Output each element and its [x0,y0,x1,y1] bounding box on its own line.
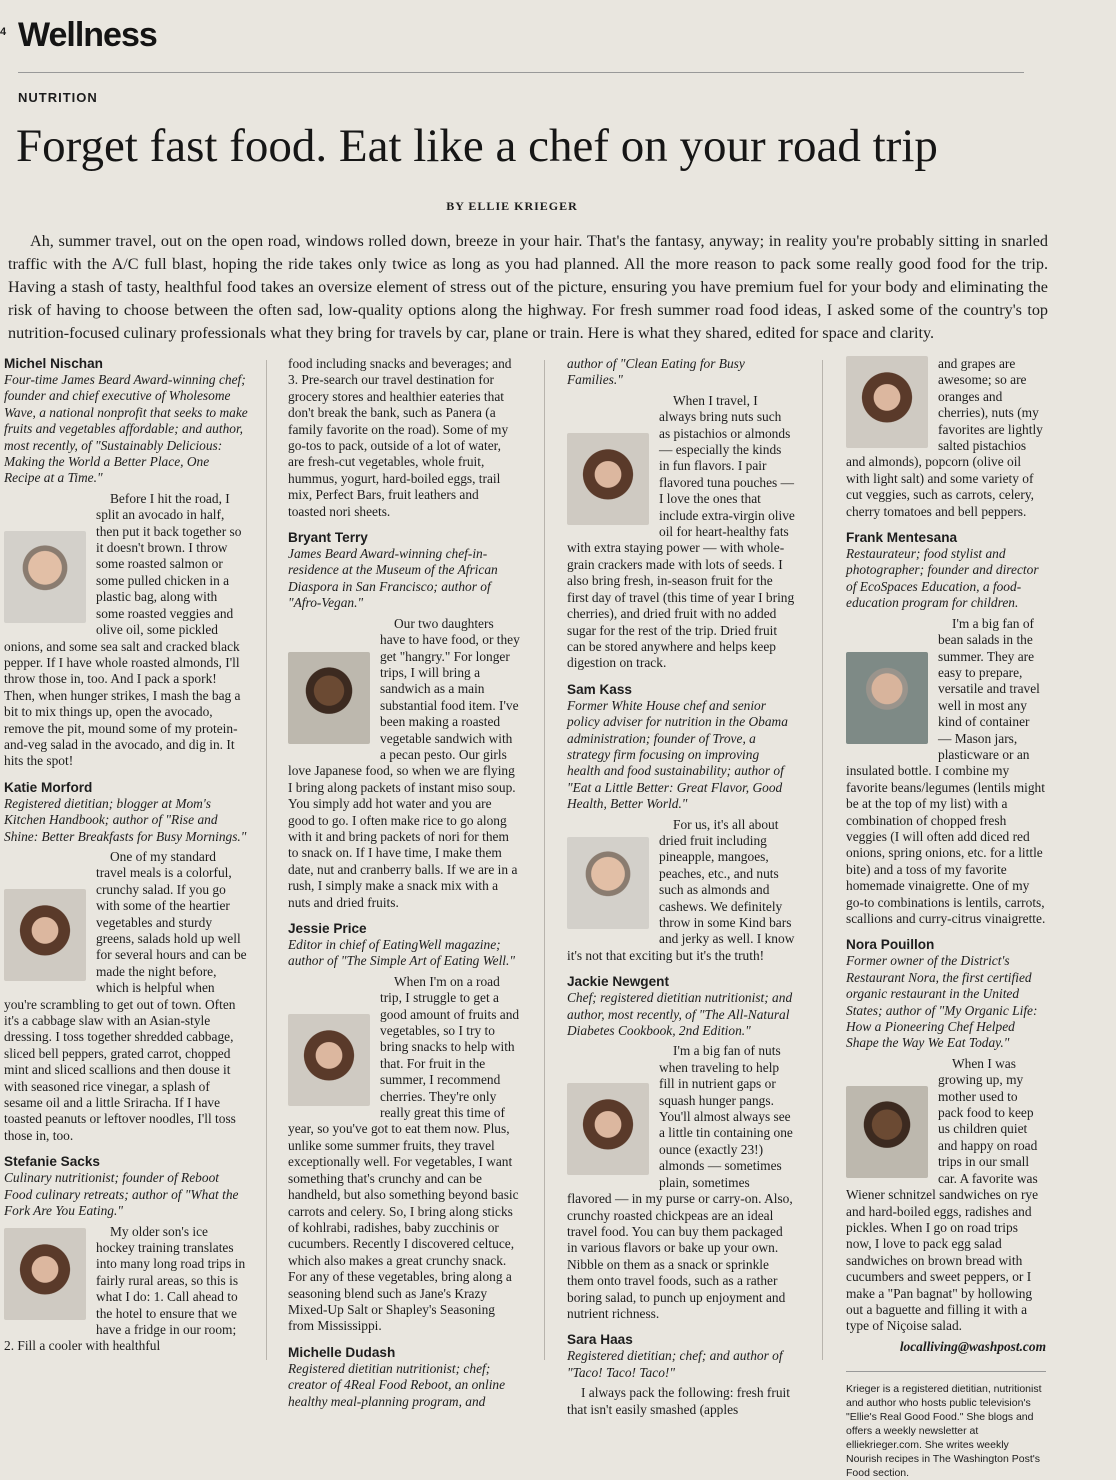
contributor-name: Bryant Terry [288,530,368,546]
contributor-name: Jessie Price [288,921,367,936]
intro-paragraph: Ah, summer travel, out on the open road, windows rolled down, breeze in your hair. That's the fantasy, anyway; in reality you're probably sitting in snarled traffic with the A/C full blast, hoping the ride takes only twice as long as you had planned. All the more reason to pack some really good food for the trip. Having a stash of tasty, healthful food takes an oversize element of stress out of the picture, ensuring you have premium fuel for your body and eliminating the risk of having to choose between the often sad, low-quality options along the highway. For fresh summer road food ideas, I asked some of the country's top nutrition-focused culinary professionals what they bring for travels by car, plane or train. Here is what they shared, edited for space and clarity. [8,232,1048,342]
contributor-text: I'm a big fan of nuts when traveling to help fill in nutrient gaps or squash hunger pangs. You'll almost always see a little tin containing one ounce (exactly 23!) almonds — sometimes plain, sometimes flavored — in my purse or carry-on. Also, crunchy roasted chickpeas are an ideal travel food. You can buy them packaged in various flavors or bake up your own. Nibble on them as a snack or sprinkle them onto travel foods, such as a rather boring salad, to punch up enjoyment and nutrient richness. [567,1043,793,1321]
contributor-text: I always pack the following: fresh fruit that isn't easily smashed (apples [567,1385,790,1417]
contributor-text: For us, it's all about dried fruit including pineapple, mangoes, peaches, etc., and nuts such as almonds and cashews. We definitely throw in some Kind bars and jerky as well. I know it's not that exciting but it's the truth! [567,816,795,963]
contributor-photo [4,889,86,981]
contributor-credentials: Former White House chef and senior policy adviser for nutrition in the Obama administration; founder of Trove, a strategy firm focusing on improving health and food sustainability; author of "Eat a Little Better: Great Flavor, Good Health, Better World." [567,697,788,812]
author-bio: Krieger is a registered dietitian, nutritionist and author who hosts public television's "Ellie's Real Good Food." She blogs and offers a weekly newsletter at elliekrieger.com. She writes weekly Nourish recipes in The Washington Post's Food section. [846,1371,1046,1480]
contributor-credentials: Culinary nutritionist; founder of Reboot Food culinary retreats; author of "What the Fork Are You Eating." [4,1170,239,1219]
contributor-text: When I was growing up, my mother used to pack food to keep us children quiet and happy on road trips in our small car. A favorite was Wiener schnitzel sandwiches on rye and hard-boiled eggs, radishes and pickles. When I go on road trips now, I love to pack egg salad sandwiches on brown bread with cucumbers and sweet peppers, or I make a "Pan bagnat" by hollowing out a baguette and filling it with a type of Niçoise salad. [846,1055,1039,1334]
contributor-name: Sam Kass [567,681,632,697]
contributor-credentials: Former owner of the District's Restaurant Nora, the first certified organic restaurant in the United States; author of "My Organic Life: How a Pioneering Chef Helped Shape the Way We Eat Today." [846,953,1038,1051]
header-rule [18,72,1024,73]
contributor-name: Sara Haas [567,1332,633,1348]
contributor-photo [846,1086,928,1178]
contributor-photo [567,433,649,525]
column-rule [266,360,267,1360]
contributor-text: My older son's ice hockey training translates into many long road trips in fairly rural areas, so this is what I do: 1. Call ahead to the hotel to ensure that we have a fridge in our room; 2. Fill a cooler with healthful [4,1223,246,1354]
contributor-name: Michelle Dudash [288,1344,396,1360]
headline: Forget fast food. Eat like a chef on your road trip [16,120,938,172]
contributor-photo [4,1228,86,1320]
contributor-name: Stefanie Sacks [4,1154,100,1170]
contributor-name: Frank Mentesana [846,530,958,546]
contributor-credentials: Registered dietitian; blogger at Mom's Kitchen Handbook; author of "Rise and Shine: Better Breakfasts for Busy Mornings." [4,795,247,844]
contributor-name: Nora Pouillon [846,937,935,953]
contributor-photo [567,1083,649,1175]
contributor-credentials: Registered dietitian nutritionist; chef; creator of 4Real Food Reboot, an online healthy meal-planning program, and [288,1360,506,1409]
contributor-name: Jackie Newgent [567,974,669,990]
contributor-text: When I'm on a road trip, I struggle to get a good amount of fruits and vegetables, so I try to bring snacks to help with that. For fruit in the summer, I recommend cherries. They're only really great this time of year, so you've got to eat them now. Plus, unlike some summer fruits, they travel exceptionally well. For vegetables, I want something that's crunchy and can be handheld, but also something beyond basic carrots and celery. So, I bring along sticks of kohlrabi, radishes, baby zucchinis or cucumbers. Recently I discovered celtuce, which also makes a great crunchy snack. For any of these vegetables, bring along a seasoning blend such as Jane's Krazy Mixed-Up Salt or Shapley's Seasoning from Mississippi. [288,973,520,1334]
contributor-credentials: Four-time James Beard Award-winning chef; founder and chief executive of Wholesome Wave, a national nonprofit that seeks to make fruits and vegetables affordable; and author, most recently, of "Sustainably Delicious: Making the World a Better Place, One Recipe at a Time." [4,372,248,486]
contributor-credentials: Restaurateur; food stylist and photographer; founder and director of EcoSpaces Education, a food-education program for children. [846,546,1039,611]
contributor-credentials: Editor in chief of EatingWell magazine; author of "The Simple Art of Eating Well." [288,937,515,969]
column-rule [822,360,823,1360]
contributor-photo [846,652,928,744]
kicker: NUTRITION [18,90,98,105]
contributor-text: I'm a big fan of bean salads in the summer. They are easy to prepare, versatile and travel well in most any kind of container — Mason jars, plasticware or an insulated bottle. I combine my favorite beans/legumes (lentils might be at the top of my list) with a combination of chopped fresh veggies (I will often add diced red onions, spring onions, etc. for a little bite) and a toss of my favorite homemade vinaigrette. One of my go-to combinations is lentils, carrots, scallions and curry-citrus vinaigrette. [846,615,1046,926]
contributor-text: When I travel, I always bring nuts such as pistachios or almonds — especially the kinds in fun flavors. I pair flavored tuna pouches — I love the ones that include extra-virgin olive oil for heart-healthy fats with extra staying power — with whole-grain crackers made with lots of seeds. I also bring fresh, in-season fruit for the first day of travel (this time of year I bring cherries), and dried fruit with no added sugar for the rest of the trip. Dried fruit can be stored anywhere and helps keep digestion on track. [567,392,795,671]
contributor-text: food including snacks and beverages; and 3. Pre-search our travel destination for grocery stores and healthier eateries that don't break the bank, such as Panera (a family favorite on the road). Some of my go-tos to pack, outside of a lot of water, are fresh-cut vegetables, whole fruit, hummus, yogurt, hard-boiled eggs, trail mix, Perfect Bars, fruit leathers and toasted nori sheets. [288,356,512,519]
contributor-photo [846,356,928,448]
contributor-text: Our two daughters have to have food, or they get "hangry." For longer trips, I will bring a sandwich as a main substantial food item. I've been making a roasted vegetable sandwich with a pecan pesto. Our girls love Japanese food, so when we are flying I bring along packets of instant miso soup. You simply add hot water and you are good to go. I often make rice to go along with it and bring packets of nori for them to snack on. If I have time, I make them date, nut and cranberry balls. If we are in a rush, I simply make a snack mix with a nuts and dried fruits. [288,615,520,910]
email-signoff: localliving@washpost.com [899,1338,1046,1354]
contributor-text: One of my standard travel meals is a colorful, crunchy salad. If you go with some of the heartier vegetables and sturdy greens, salads hold up well for several hours and can be made the night before, which is helpful when you're scrambling to get out of town. Often it's a cabbage slaw with an Asian-style dressing. I toss together shredded cabbage, sliced bell peppers, grated carrot, chopped mint and sliced scallions and then douse it with seasoned rice vinegar, a splash of sesame oil and a little Sriracha. If I have toasted peanuts or leftover noodles, I'll toss those in, too. [4,848,247,1143]
page-number: 4 [0,26,7,38]
column-rule [544,360,545,1360]
column-1 [4,356,248,1365]
contributor-photo [288,1014,370,1106]
contributor-photo [288,652,370,744]
section-title: Wellness [18,16,157,54]
column-2 [288,356,520,1409]
byline: BY ELLIE KRIEGER [446,199,578,213]
column-3 [567,356,795,1417]
contributor-name: Katie Morford [4,779,93,795]
contributor-credentials: author of "Clean Eating for Busy Families." [567,356,745,388]
contributor-text: Before I hit the road, I split an avocado in half, then put it back together so it doesn't brown. I throw some roasted salmon or some pulled chicken in a plastic bag, along with some roasted veggies and olive oil, some pickled onions, and some sea salt and cracked black pepper. If I have whole roasted almonds, I'll throw those in, too. And I pack a spork! Then, when hunger strikes, I mash the bag a bit to mix things up, open the avocado, remove the pit, mound some of my protein-and-veg salad in the avocado, and dig in. It hits the spot! [4,490,242,769]
contributor-photo [4,531,86,623]
contributor-credentials: Registered dietitian; chef; and author of "Taco! Taco! Taco!" [567,1348,783,1380]
contributor-credentials: James Beard Award-winning chef-in-residence at the Museum of the African Diaspora in San Francisco; author of "Afro-Vegan." [288,546,498,611]
contributor-photo [567,837,649,929]
contributor-name: Michel Nischan [4,356,103,371]
column-4 [846,356,1046,1480]
contributor-text: and grapes are awesome; so are oranges and cherries), nuts (my favorites are lightly salted pistachios and almonds), popcorn (olive oil with light salt) and some variety of cut veggies, such as carrots, celery, cherry tomatoes and bell peppers. [846,356,1043,519]
contributor-credentials: Chef; registered dietitian nutritionist; and author, most recently, of "The All-Natural Diabetes Cookbook, 2nd Edition." [567,990,793,1039]
